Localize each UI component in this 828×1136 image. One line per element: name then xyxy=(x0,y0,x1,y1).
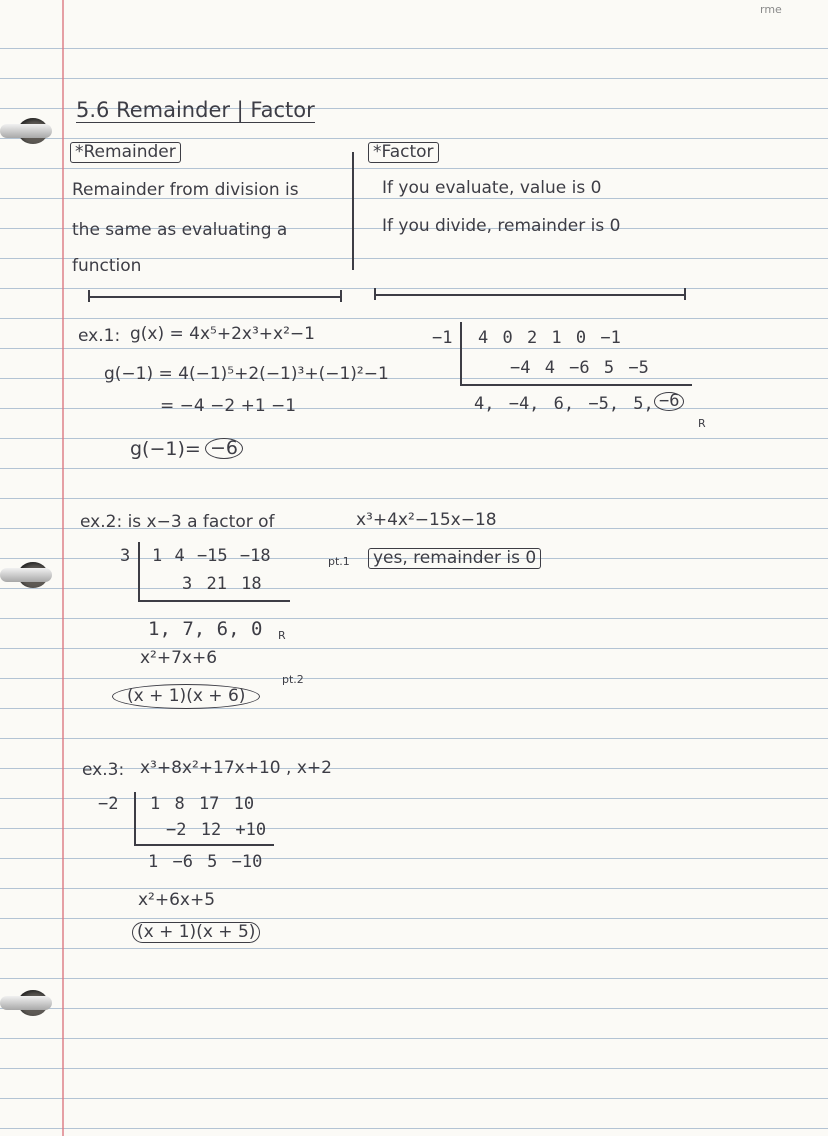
ex1-div-row2: −4 4 −6 5 −5 xyxy=(510,358,649,378)
factor-heading: *Factor xyxy=(368,142,439,163)
bracket-tick xyxy=(374,288,376,300)
remainder-line: the same as evaluating a xyxy=(72,220,288,240)
division-line xyxy=(460,384,692,386)
ex2-quotient: x²+7x+6 xyxy=(140,648,218,668)
ex3-div-row1: 1 8 17 10 xyxy=(150,794,255,814)
factor-line: If you evaluate, value is 0 xyxy=(382,178,602,198)
section-bracket xyxy=(88,296,342,298)
ex1-simplify: = −4 −2 +1 −1 xyxy=(160,396,297,416)
ex1-div-row3: 4, −4, 6, −5, 5, xyxy=(474,394,654,414)
binder-ring xyxy=(0,568,52,582)
ex1-div-r: R xyxy=(698,417,706,430)
division-bar xyxy=(134,792,136,844)
ex3-prefix: ex.3: xyxy=(82,760,125,780)
margin-line xyxy=(62,0,64,1136)
section-bracket xyxy=(374,294,686,296)
ex2-poly: x³+4x²−15x−18 xyxy=(356,510,497,530)
column-divider xyxy=(352,152,354,270)
division-bar xyxy=(460,322,462,384)
ex3-poly: x³+8x²+17x+10 , x+2 xyxy=(140,758,332,778)
ex2-div-r: R xyxy=(278,629,286,642)
ex1-result-value: −6 xyxy=(205,438,243,459)
ex3-divisor: −2 xyxy=(98,794,119,814)
ex2-pt1: pt.1 xyxy=(328,555,350,568)
ex2-div-row2: 3 21 18 xyxy=(182,574,262,594)
ex3-div-row3: 1 −6 5 −10 xyxy=(148,852,263,872)
ex1-substitution: g(−1) = 4(−1)⁵+2(−1)³+(−1)²−1 xyxy=(104,364,389,384)
binder-ring xyxy=(0,124,52,138)
corner-mark: rme xyxy=(760,3,782,16)
ex2-divisor: 3 xyxy=(120,546,131,566)
ex2-factored: (x + 1)(x + 6) xyxy=(112,684,260,709)
ex1-div-remainder: −6 xyxy=(654,392,684,411)
ex2-answer: yes, remainder is 0 xyxy=(368,548,541,569)
division-bar xyxy=(138,542,140,600)
binder-ring xyxy=(0,996,52,1010)
ex2-prefix: ex.2: is x−3 a factor of xyxy=(80,512,275,532)
remainder-heading: *Remainder xyxy=(70,142,181,163)
ex3-factored: (x + 1)(x + 5) xyxy=(132,922,260,943)
remainder-line: Remainder from division is xyxy=(72,180,299,200)
ex1-div-row1: 4 0 2 1 0 −1 xyxy=(478,328,621,348)
ex2-div-row1: 1 4 −15 −18 xyxy=(152,546,271,566)
ex3-div-row2: −2 12 +10 xyxy=(166,820,267,840)
factor-line: If you divide, remainder is 0 xyxy=(382,216,621,236)
remainder-line: function xyxy=(72,256,142,276)
bracket-tick xyxy=(684,288,686,300)
division-line xyxy=(134,844,274,846)
ex1-result-lhs: g(−1)= xyxy=(130,438,201,460)
ex1-function: g(x) = 4x⁵+2x³+x²−1 xyxy=(130,324,315,344)
bracket-tick xyxy=(88,290,90,302)
bracket-tick xyxy=(340,290,342,302)
ex2-div-row3: 1, 7, 6, 0 xyxy=(148,618,263,640)
ex2-pt2: pt.2 xyxy=(282,673,304,686)
ex1-divisor: −1 xyxy=(432,328,453,348)
division-line xyxy=(138,600,290,602)
ex1-label: ex.1: xyxy=(78,326,121,346)
ex3-quotient: x²+6x+5 xyxy=(138,890,216,910)
page-title: 5.6 Remainder | Factor xyxy=(76,98,315,122)
